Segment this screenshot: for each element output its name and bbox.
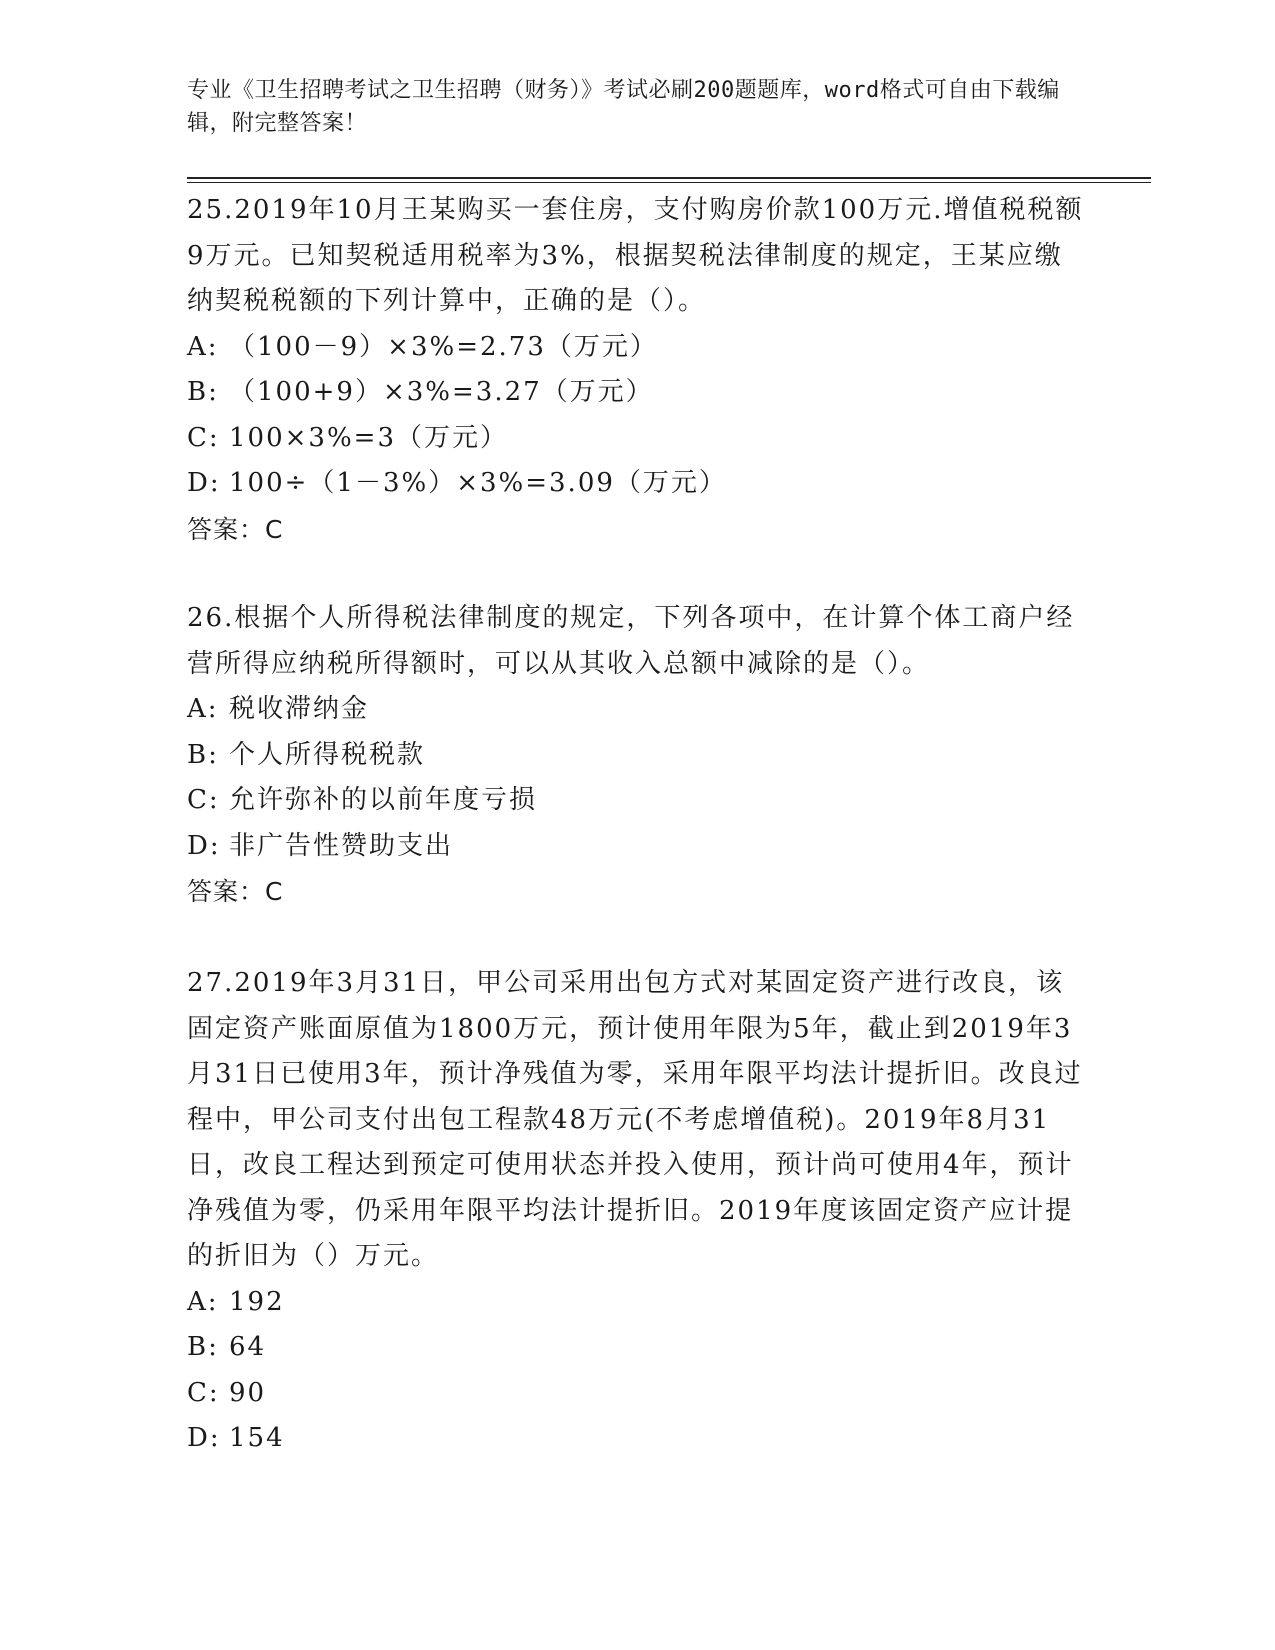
- option-letter: B:: [187, 1332, 219, 1362]
- question-stem: 25.2019年10月王某购买一套住房，支付购房价款100万元.增值税税额9万元。已知契税适用税率为3%，根据契税法律制度的规定，王某应缴纳契税税额的下列计算中，正确的是（）。: [187, 195, 1084, 316]
- option-letter: B:: [187, 377, 219, 407]
- option-text: 154: [229, 1423, 285, 1453]
- option-letter: C:: [187, 422, 220, 453]
- option-c: [187, 778, 1087, 824]
- option-c: [187, 416, 1087, 462]
- option-letter: B:: [187, 739, 219, 770]
- option-text: 允许弥补的以前年度亏损: [229, 785, 538, 815]
- answer-line: 答案：C: [187, 877, 284, 906]
- option-a: [187, 325, 1087, 371]
- option-text: 90: [229, 1377, 267, 1408]
- option-b: [187, 1325, 1087, 1371]
- option-letter: C:: [187, 785, 220, 815]
- question-stem: 27.2019年3月31日，甲公司采用出包方式对某固定资产进行改良，该固定资产账面原值为1800万元，预计使用年限为5年，截止到2019年3月31日已使用3年，预计净残值为零，采用年限平均法计提折旧。改良过程中，甲公司支付出包工程款48万元(不考虑增值税)。2019年8月31日，改良工程达到预定可使用状态并投入使用，预计尚可使用4年，预计净残值为零，仍采用年限平均法计提折旧。2019年度该固定资产应计提的折旧为（）万元。: [187, 968, 1083, 1271]
- option-a: [187, 687, 1087, 733]
- option-text: 100×3%=3（万元）: [229, 422, 508, 453]
- option-letter: D:: [187, 468, 221, 498]
- option-d: [187, 461, 1087, 507]
- option-letter: A:: [187, 331, 219, 362]
- option-b: [187, 370, 1087, 416]
- answer-line: 答案：C: [187, 514, 284, 544]
- option-letter: A:: [187, 1286, 219, 1317]
- option-text: 100÷（1－3%）×3%=3.09（万元）: [229, 468, 727, 498]
- option-text: （100－9）×3%=2.73（万元）: [229, 331, 658, 362]
- option-letter: A:: [187, 694, 219, 724]
- option-d: [187, 824, 1087, 870]
- option-text: 非广告性赞助支出: [229, 830, 454, 861]
- question-26: [187, 596, 1087, 915]
- question-25: [187, 188, 1087, 552]
- document-header: 专业《卫生招聘考试之卫生招聘（财务）》考试必刷200题题库，word格式可自由下载编辑，附完整答案！: [187, 78, 1060, 136]
- question-27: [187, 961, 1087, 1462]
- option-text: 64: [229, 1332, 267, 1362]
- option-letter: C:: [187, 1377, 220, 1408]
- option-letter: D:: [187, 1423, 221, 1453]
- header-divider-thin: [187, 182, 1151, 183]
- question-stem: 26.根据个人所得税法律制度的规定，下列各项中，在计算个体工商户经营所得应纳税所得额时，可以从其收入总额中减除的是（）。: [187, 603, 1075, 679]
- option-letter: D:: [187, 830, 221, 861]
- option-text: 192: [229, 1286, 285, 1317]
- option-text: （100+9）×3%=3.27（万元）: [229, 377, 654, 407]
- option-text: 个人所得税税款: [229, 739, 426, 770]
- option-b: [187, 733, 1087, 779]
- option-c: [187, 1371, 1087, 1417]
- option-a: [187, 1280, 1087, 1326]
- option-text: 税收滞纳金: [229, 694, 370, 724]
- header-divider: [187, 177, 1151, 179]
- option-d: [187, 1416, 1087, 1462]
